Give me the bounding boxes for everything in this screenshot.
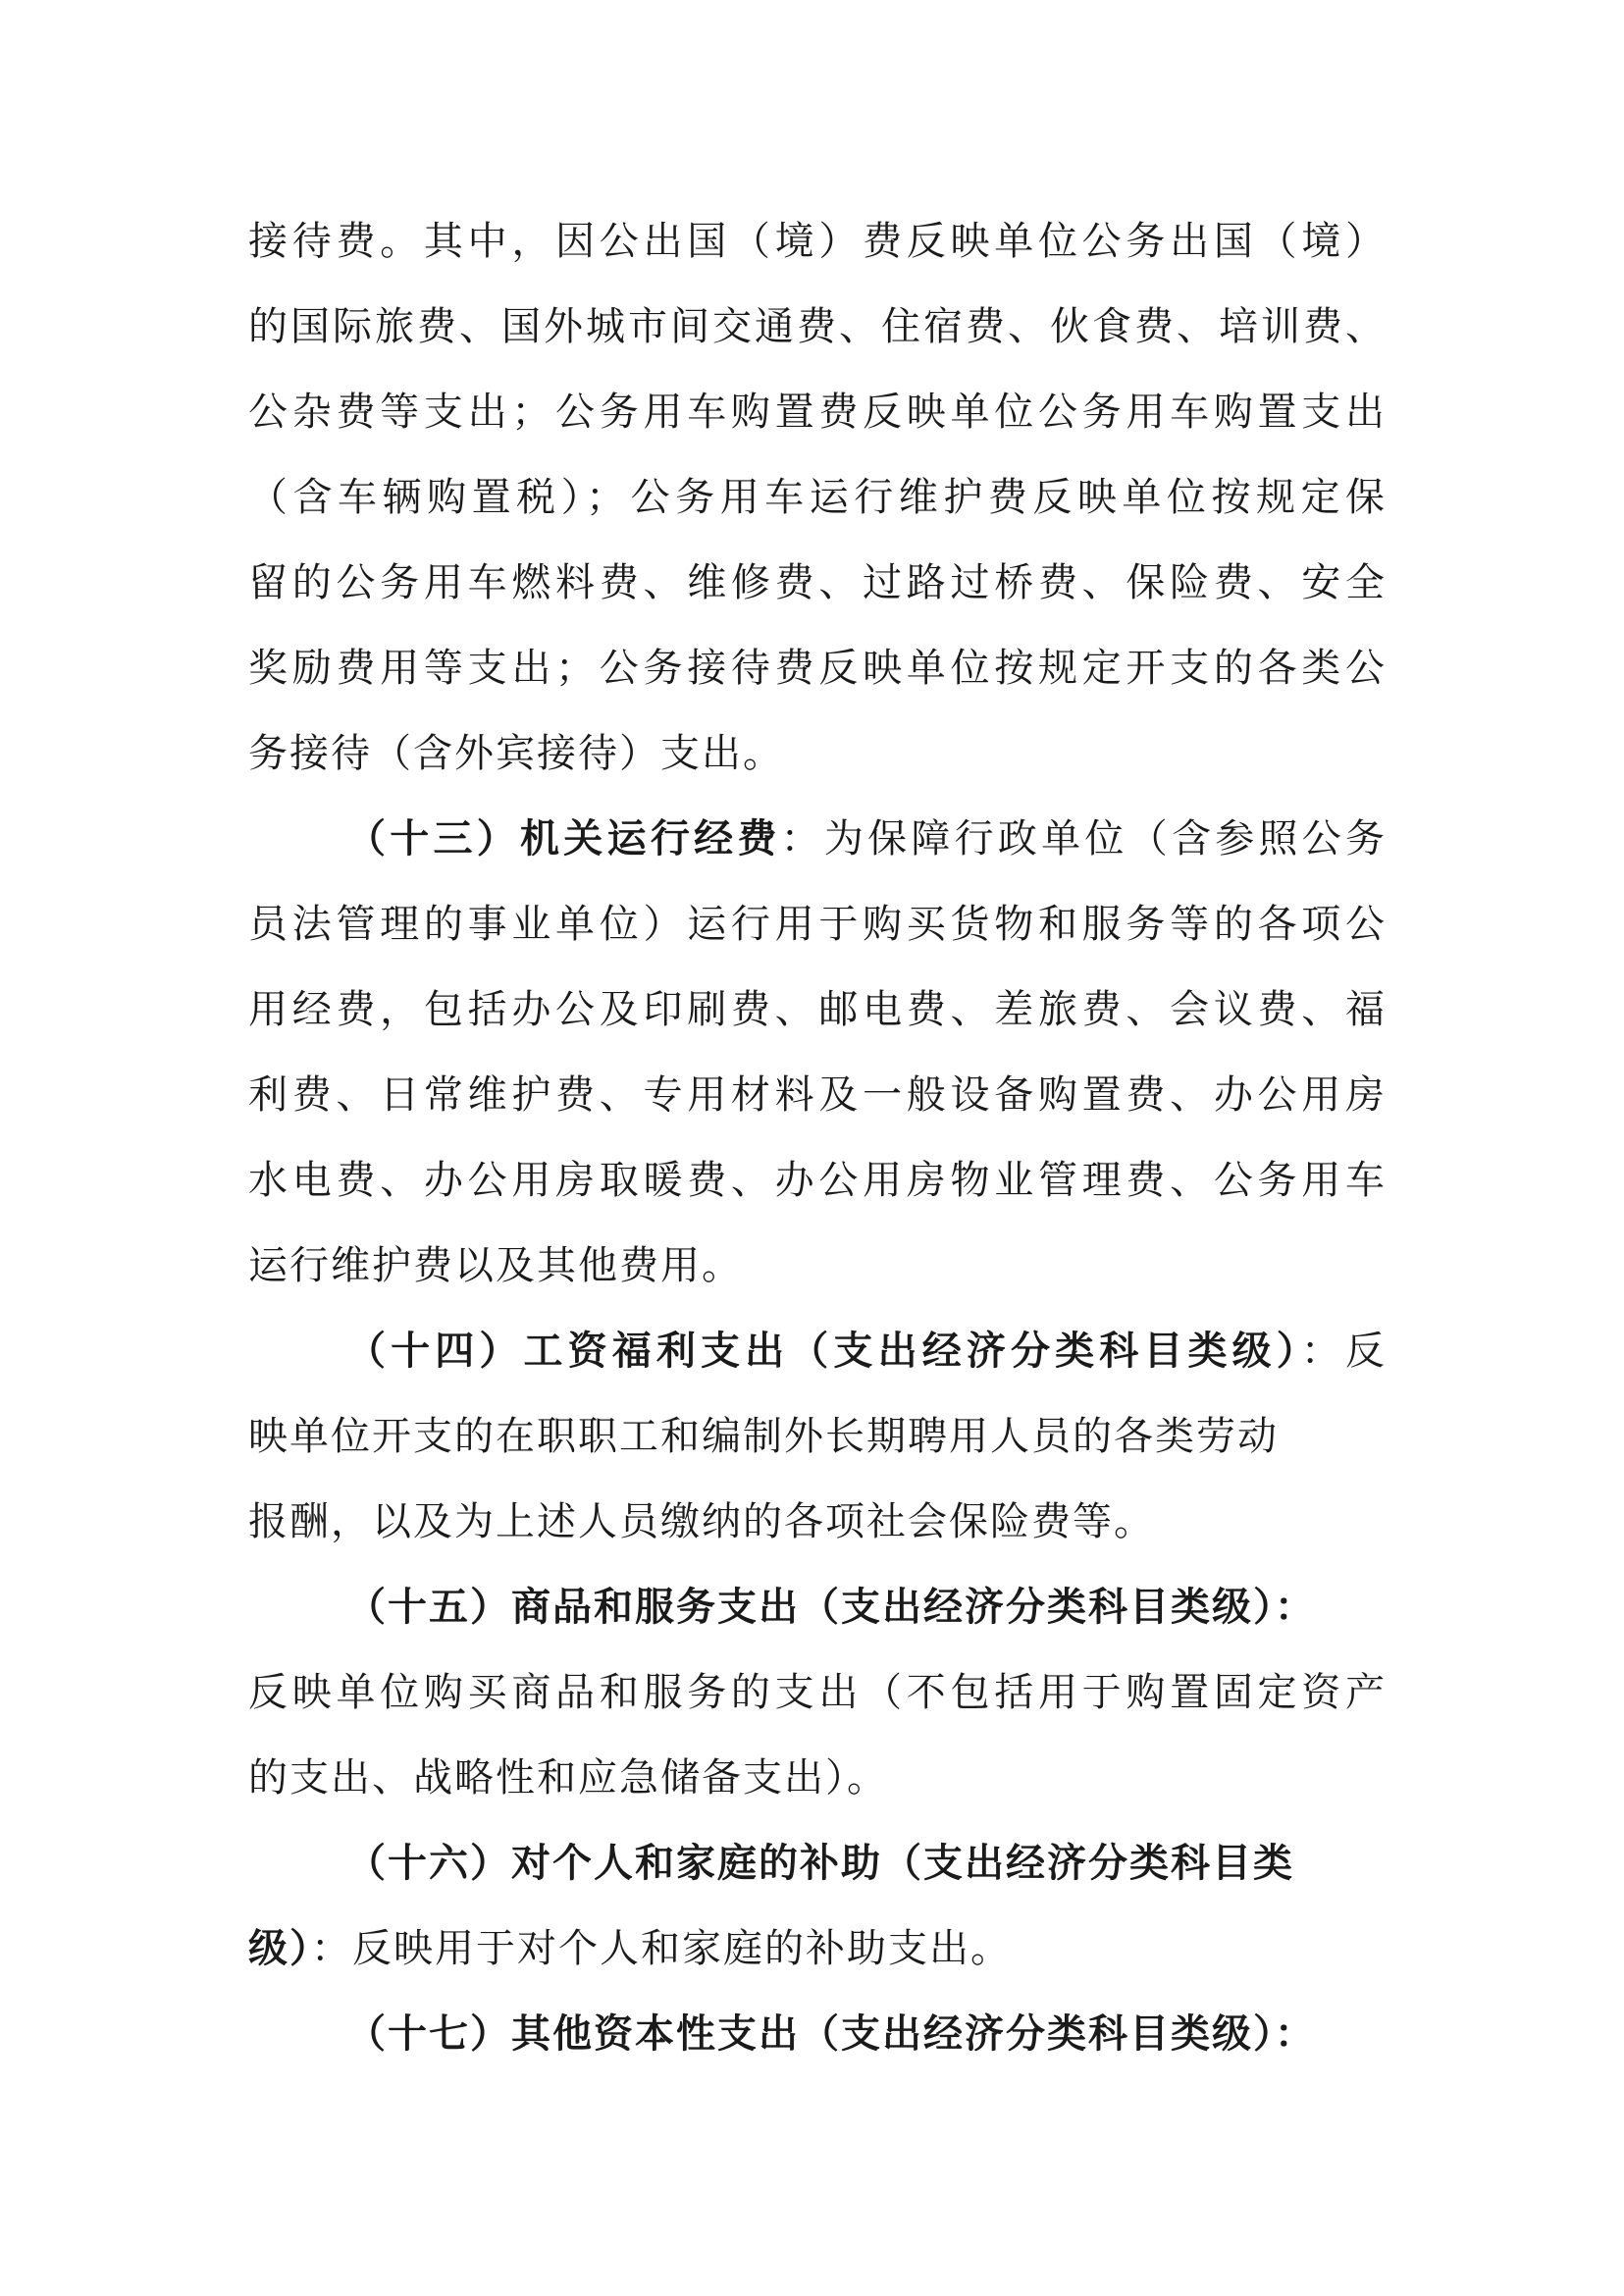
item-13-first-line — [248, 797, 1387, 882]
item-16-second-line — [248, 1906, 1387, 1992]
paragraph-line: 水电费、办公用房取暖费、办公用房物业管理费、公务用车 — [248, 1158, 1387, 1203]
paragraph-line: 用经费，包括办公及印刷费、邮电费、差旅费、会议费、福 — [248, 987, 1387, 1032]
paragraph-line: 利费、日常维护费、专用材料及一般设备购置费、办公用房 — [248, 1072, 1387, 1118]
item-13-text: ：为保障行政单位（含参照公务 — [780, 816, 1388, 861]
item-16-heading: （十六）对个人和家庭的补助（支出经济分类科目类 — [346, 1841, 1294, 1886]
paragraph-line: 奖励费用等支出；公务接待费反映单位按规定开支的各类公 — [248, 646, 1387, 691]
item-14-text: ：反 — [1300, 1329, 1388, 1374]
paragraph-line: 运行维护费以及其他费用。 — [248, 1243, 743, 1288]
paragraph-line: 映单位开支的在职职工和编制外长期聘用人员的各类劳动 — [248, 1414, 1279, 1459]
body-text — [248, 199, 1387, 2077]
paragraph-line: 接待费。其中，因公出国（境）费反映单位公务出国（境） — [248, 219, 1387, 264]
paragraph-line: 公杂费等支出；公务用车购置费反映单位公务用车购置支出 — [248, 390, 1387, 435]
item-13-heading: （十三）机关运行经费 — [346, 816, 781, 861]
paragraph-line: 的国际旅费、国外城市间交通费、住宿费、伙食费、培训费、 — [248, 304, 1387, 349]
item-15-heading: （十五）商品和服务支出（支出经济分类科目类级）： — [346, 1585, 1316, 1630]
item-16-text: ：反映用于对个人和家庭的补助支出。 — [311, 1926, 1012, 1971]
paragraph-line: 报酬，以及为上述人员缴纳的各项社会保险费等。 — [248, 1499, 1155, 1544]
item-14-heading: （十四）工资福利支出（支出经济分类科目类级） — [346, 1329, 1301, 1374]
paragraph-line: 的支出、战略性和应急储备支出）。 — [248, 1755, 888, 1800]
item-14-first-line — [248, 1309, 1387, 1394]
item-16-heading-cont: 级） — [248, 1926, 311, 1971]
paragraph-line: 员法管理的事业单位）运行用于购买货物和服务等的各项公 — [248, 902, 1387, 947]
paragraph-line: 务接待（含外宾接待）支出。 — [248, 731, 784, 776]
item-17-heading: （十七）其他资本性支出（支出经济分类科目类级）： — [346, 2011, 1316, 2057]
paragraph-line: 留的公务用车燃料费、维修费、过路过桥费、保险费、安全 — [248, 560, 1387, 605]
paragraph-line: （含车辆购置税）；公务用车运行维护费反映单位按规定保 — [248, 475, 1387, 520]
paragraph-line: 反映单位购买商品和服务的支出（不包括用于购置固定资产 — [248, 1670, 1387, 1715]
